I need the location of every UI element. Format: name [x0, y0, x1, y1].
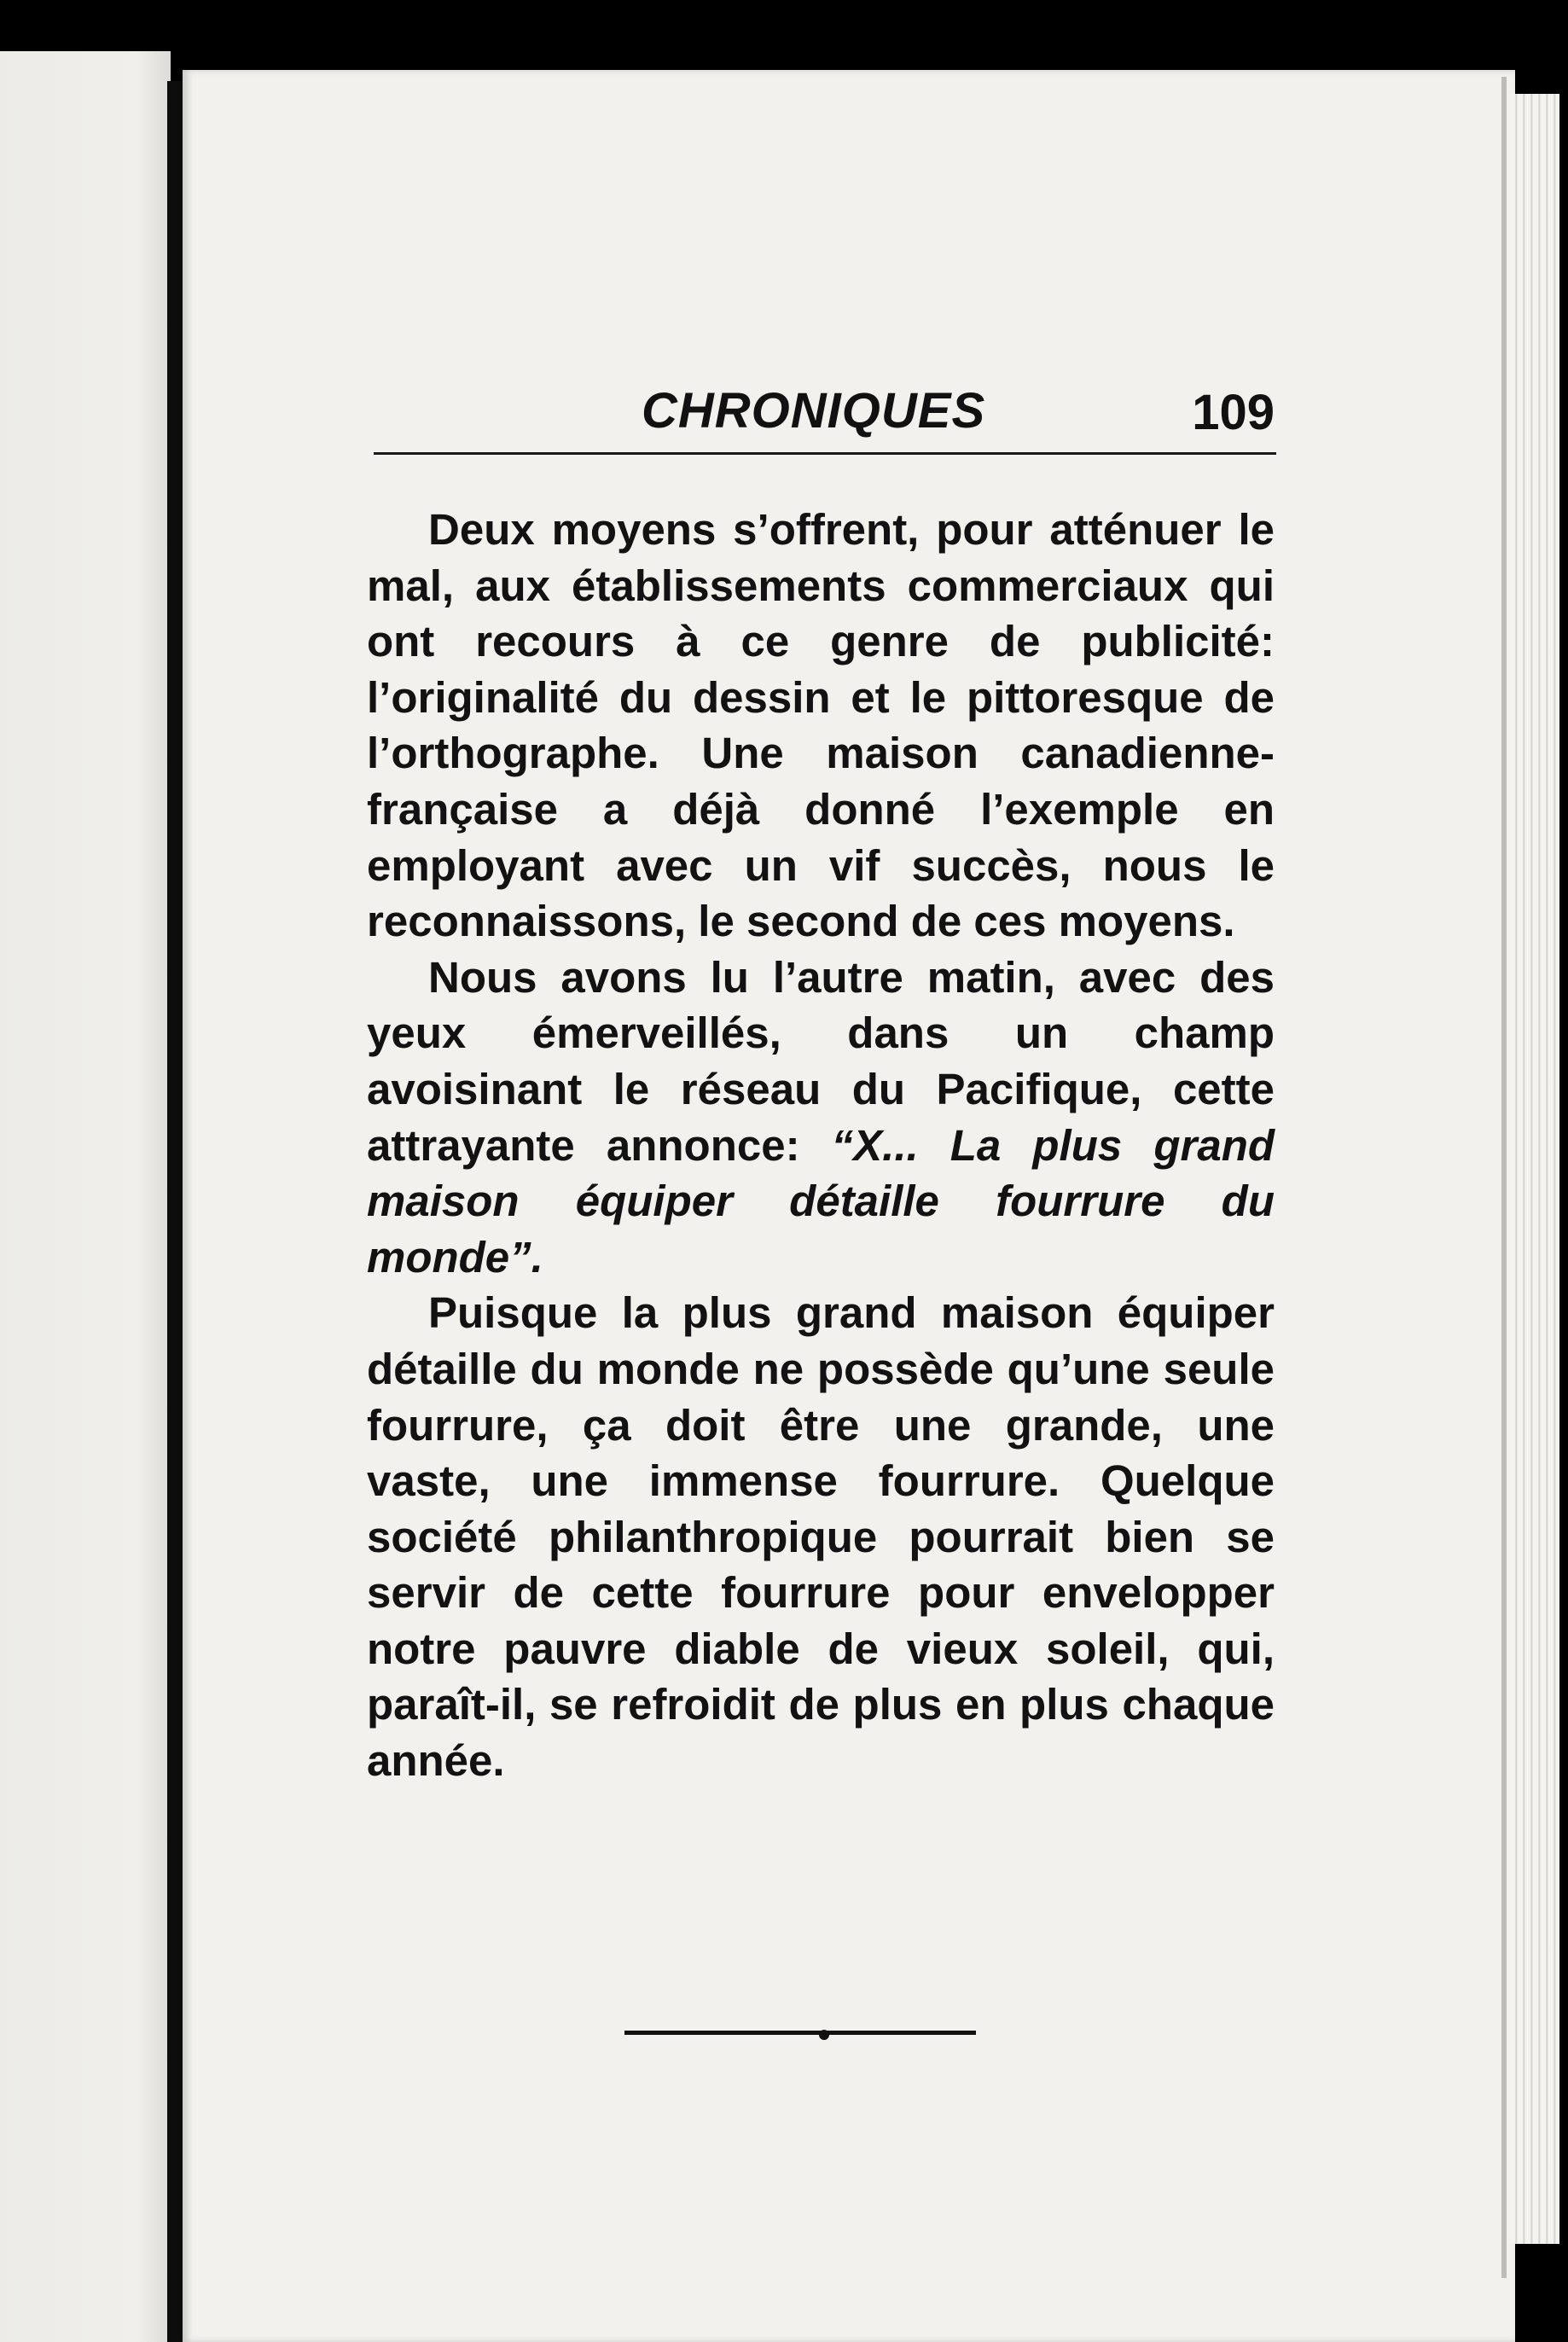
page-header — [374, 382, 1276, 450]
end-rule — [624, 2031, 976, 2035]
paragraph-3: Puisque la plus grand maison équiper détaille du monde ne possède qu’une seule fourrure, ça doit être une grande, une vaste, une immense fourrure. Quelque société philanthropique pourrait bien se servir de cette fourrure pour envelopper notre pauvre diable de vieux soleil, qui, paraît-il, se refroidit de plus en plus chaque année. — [367, 1288, 1275, 1786]
body-text — [367, 502, 1275, 1789]
page-right-edge — [1501, 77, 1507, 2278]
left-facing-page-edge — [0, 51, 171, 2342]
stacked-page-edges — [1510, 94, 1559, 2244]
end-rule-ornament — [819, 2030, 829, 2040]
advertisement-quote: “X... La plus grand maison équiper détaille fourrure du monde”. — [367, 1120, 1275, 1281]
paragraph-2 — [367, 950, 1275, 1286]
page-number: 109 — [1192, 385, 1275, 440]
paragraph-2-lead: Nous avons lu l’autre matin, avec des yeux émerveillés, dans un champ avoisinant le réseau du Pacifique, cette attrayante annonce: — [367, 952, 1275, 1170]
header-rule — [374, 452, 1276, 455]
binding-gutter — [167, 81, 183, 2342]
running-title: CHRONIQUES — [642, 383, 986, 439]
paragraph-1: Deux moyens s’offrent, pour atténuer le mal, aux établissements commerciaux qui ont recours à ce genre de publicité: l’originalité du dessin et le pittoresque de l’orthographe. Une maison canadienne-française a déjà donné l’exemple en employant avec un vif succès, nous le reconnaissons, le second de ces moyens. — [367, 505, 1275, 946]
